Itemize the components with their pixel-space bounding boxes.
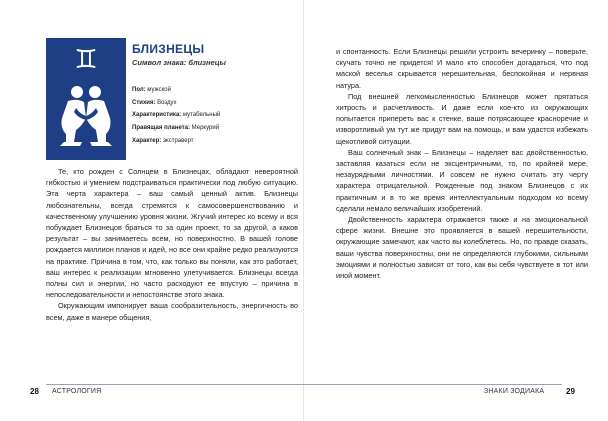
running-head: АСТРОЛОГИЯ — [52, 388, 102, 395]
sign-facts-list — [132, 84, 220, 148]
footer-rule — [304, 384, 562, 385]
gemini-twins-illustration — [46, 38, 126, 160]
fact-ruling-planet: Правящая планета: Меркурий — [132, 125, 220, 132]
fact-quality: Характеристика: мутабельный — [132, 112, 221, 119]
paragraph: Те, кто рожден с Солнцем в Близнецах, обладают невероятной гибкостью и умением подстраиваться практически под любую ситуацию. Эта черта характера – ваш самый ценный актив. Близнецы любознательны, всегда стремятся к самосовершенствованию и качественному улучшению уровня жизни. Жгучий интерес ко всему и вся побуждает Близнецов браться то за один проект, то за другой, а каков результат – вы занимаетесь всем, но поверхностно. В вашей голове рождается миллион планов и идей, но все они крайне редко реализуются на практике. Причина в том, что, как только вы поняли, как это работает, ваш интерес к реализации мгновенно улетучивается. Близнецы всегда полны сил и энергии, но часто расходуют ее впустую – причина в непоследовательности и непостоянстве этого знака. — [46, 167, 298, 300]
footer-rule — [46, 384, 304, 385]
gemini-glyph-icon: ♊ — [74, 45, 98, 75]
paragraph: Окружающим импонирует ваша сообразительность, энергичность во всем, даже в манере общения, — [46, 301, 298, 322]
running-head: ЗНАКИ ЗОДИАКА — [484, 388, 545, 395]
paragraph: Ваш солнечный знак – Близнецы – наделяет вас двойственностью, заставляя казаться если не эксцентричными, то, по крайней мере, незаурядными личностями. И совсем не нужно считать эту черту характера отрицательной. Рожденные под знаком Близнецов с их практичным и в то же время интеллектуальным подходом ко всему сделали немало величайших изобретений. — [336, 147, 588, 213]
paragraph: Под внешней легкомысленностью Близнецов может прятаться хитрость и расчетливость. И даже если кое-кто из окружающих попытается припереть вас к стенке, ваше потрясающее красноречие и изворотливый ум тут же придут вам на помощь, и вам удастся избежать щекотливой ситуации. — [336, 91, 588, 146]
right-body-text — [336, 46, 588, 281]
page-number: 28 — [30, 387, 39, 396]
sign-title: БЛИЗНЕЦЫ — [132, 42, 205, 56]
right-page — [304, 0, 608, 421]
fact-element: Стихия: Воздух — [132, 99, 177, 106]
sign-symbol: Символ знака: близнецы — [132, 58, 226, 67]
zodiac-sign-box — [46, 38, 302, 160]
paragraph: и спонтанность. Если Близнецы решили устроить вечеринку – поверьте, скучать точно не придется! И мало кто способен догадаться, что под маской веселья скрывается нерешительная, беспокойная и нервная натура. — [336, 47, 588, 90]
fact-character: Характер: экстраверт — [132, 137, 194, 144]
page-number: 29 — [566, 387, 575, 396]
left-body-text — [46, 166, 298, 323]
paragraph: Двойственность характера отражается также и на эмоциональной сфере жизни. Внешне это проявляется в вашей нерешительности, окружающие замечают, как часто вы колеблетесь. Но, по правде сказать, ваши чувства поверхностны, они не определяются глубокими, сильными эмоциями и полностью зависят от того, как вы себя чувствуете в тот или иной момент. — [336, 215, 588, 281]
fact-gender: Пол: мужской — [132, 87, 171, 93]
